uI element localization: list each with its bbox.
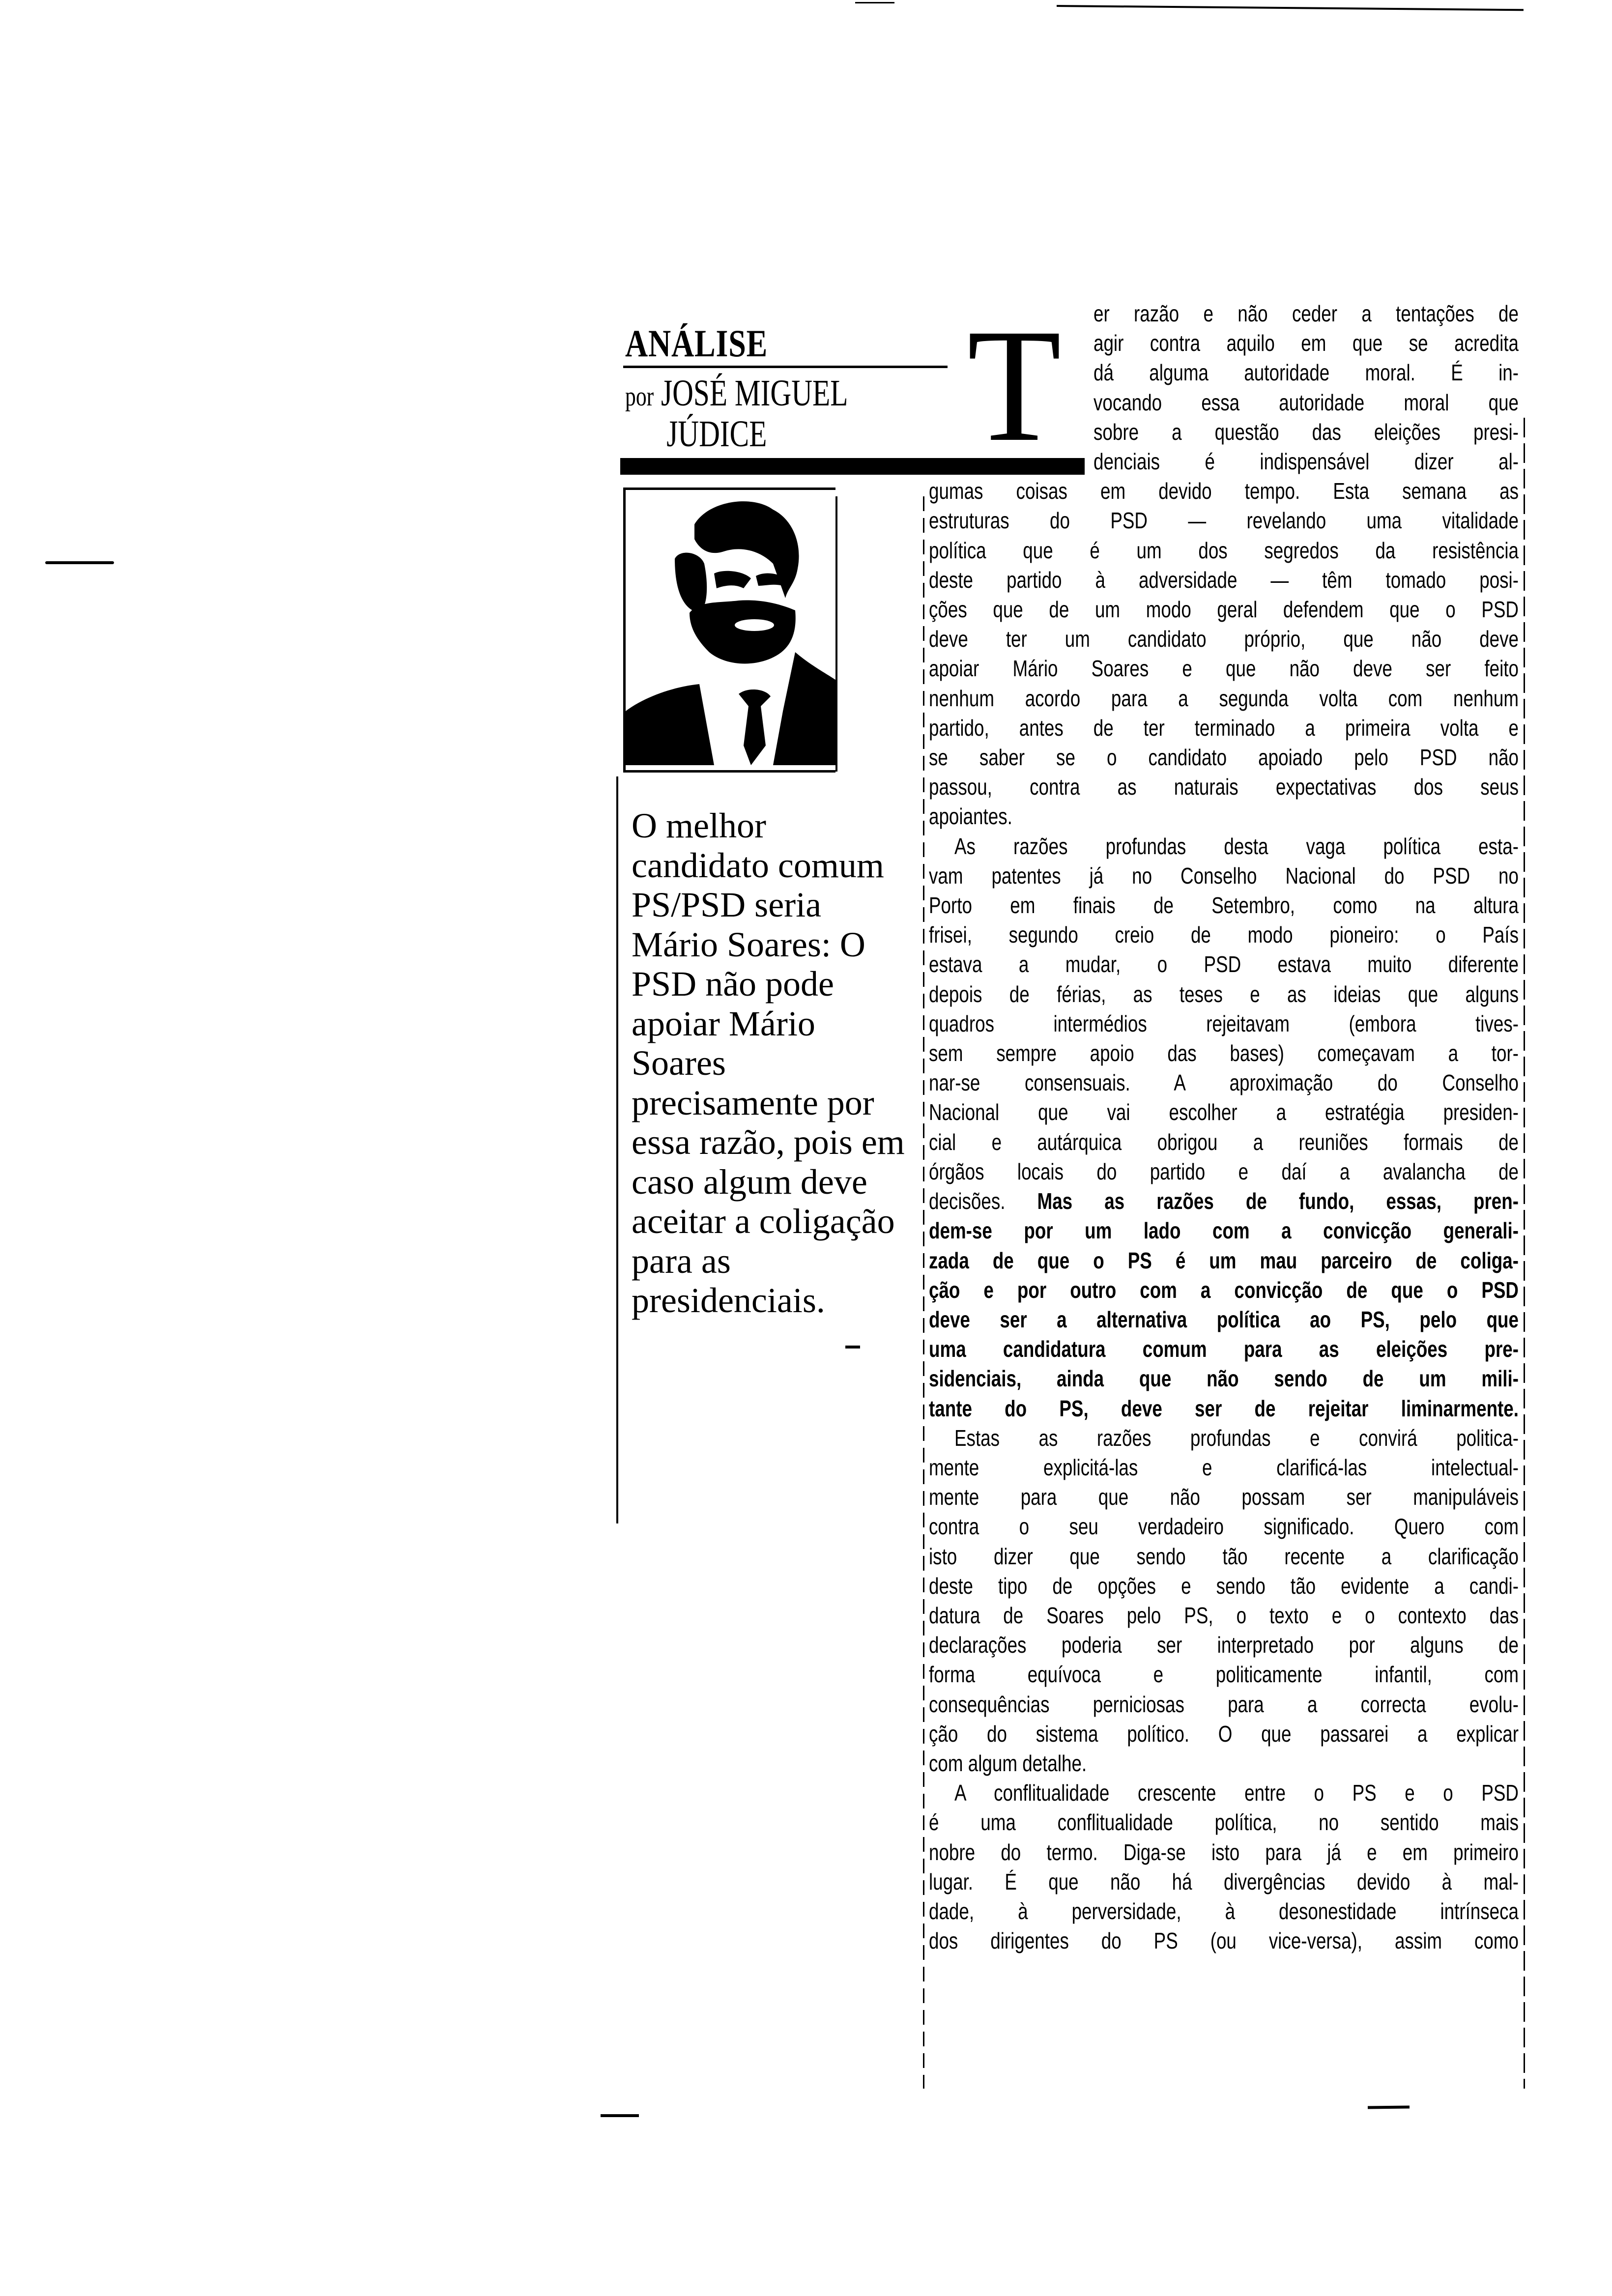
author-name-line1: JOSÉ MIGUEL <box>661 373 848 414</box>
article-line-text: dos dirigentes do PS (ou vice-versa), assim como <box>929 1928 1519 1954</box>
article-line <box>929 476 1519 506</box>
article-line-text: depois de férias, as teses e as ideias que alguns <box>929 981 1519 1007</box>
article-line <box>929 1778 1519 1808</box>
article-line <box>1094 388 1519 417</box>
article-line-text: sidenciais, ainda que não sendo de um mili- <box>929 1366 1519 1392</box>
article-line-text: estava a mudar, o PSD estava muito diferente <box>929 951 1519 977</box>
article-line-text: er razão e não ceder a tentações de <box>1094 301 1519 326</box>
article-line-text: deve ser a alternativa política ao PS, pelo que <box>929 1306 1519 1332</box>
article-line <box>929 949 1519 979</box>
pull-quote-line: apoiar Mário <box>632 1004 815 1043</box>
article-line-text: ção e por outro com a convicção de que o PSD <box>929 1277 1519 1303</box>
pull-quote-line: O melhor <box>632 806 766 845</box>
article-line <box>1094 358 1519 387</box>
scan-artifact-line <box>45 561 114 564</box>
article-line-text: partido, antes de ter terminado a primeira volta e <box>929 715 1519 741</box>
article-line <box>929 1394 1519 1423</box>
pull-quote-line: essa razão, pois em <box>632 1122 905 1162</box>
article-line-text: passou, contra as naturais expectativas dos seus <box>929 774 1519 800</box>
article-line-text: com algum detalhe. <box>929 1750 1087 1776</box>
article-line-text: apoiar Mário Soares e que não deve ser feito <box>929 656 1519 682</box>
article-line <box>929 1009 1519 1038</box>
article-line-text: mente explicitá-las e clarificá-las intelectual- <box>929 1454 1519 1480</box>
article-line <box>929 1127 1519 1157</box>
article-line <box>929 1157 1519 1186</box>
article-line <box>929 890 1519 920</box>
scan-artifact-line <box>855 2 894 3</box>
article-line <box>929 1186 1519 1216</box>
article-line <box>929 1749 1519 1778</box>
pull-quote-line: candidato comum <box>632 845 884 885</box>
article-line-text: vocando essa autoridade moral que <box>1094 389 1519 415</box>
article-line-text: é uma conflitualidade política, no sentido mais <box>929 1809 1519 1836</box>
article-line-text: ções que de um modo geral defendem que o PSD <box>929 597 1519 623</box>
article-line <box>929 1334 1519 1364</box>
article-line <box>929 1038 1519 1068</box>
article-line-text: dá alguma autoridade moral. É in- <box>1094 360 1519 386</box>
article-line-text: A conflitualidade crescente entre o PS e o PSD <box>954 1780 1519 1806</box>
article-line-text: frisei, segundo creio de modo pioneiro: o País <box>929 922 1519 948</box>
article-line-text: nobre do termo. Diga-se isto para já e em primeiro <box>929 1839 1519 1865</box>
author-name-line2: JÚDICE <box>666 413 767 455</box>
article-line-bold-text: Mas as razões de fundo, essas, pren- <box>1037 1188 1519 1214</box>
article-line <box>929 713 1519 743</box>
article-line <box>929 1216 1519 1245</box>
byline <box>625 374 848 453</box>
article-line <box>929 1630 1519 1660</box>
article-line-text <box>929 1186 1519 1216</box>
pull-quote-end-mark <box>845 1346 860 1349</box>
article-line-text: apoiantes. <box>929 804 1012 830</box>
article-line-text: denciais é indispensável dizer al- <box>1094 449 1519 475</box>
article-line-text: deste partido à adversidade — têm tomado posi- <box>929 567 1519 593</box>
article-line <box>929 1896 1519 1926</box>
article-line-text: gumas coisas em devido tempo. Esta semana as <box>929 478 1519 504</box>
scan-artifact-line <box>1057 5 1524 11</box>
article-line-text: decisões. <box>929 1188 1006 1214</box>
article-line <box>929 1482 1519 1512</box>
article-line <box>929 1364 1519 1393</box>
pull-quote-line: caso algum deve <box>632 1162 867 1202</box>
article-line-text: declarações poderia ser interpretado por alguns de <box>929 1632 1519 1658</box>
article-line-text: nenhum acordo para a segunda volta com nenhum <box>929 685 1519 711</box>
article-line-text: sobre a questão das eleições presi- <box>1094 419 1519 445</box>
bottom-rule <box>1368 2106 1410 2109</box>
article-line <box>929 506 1519 535</box>
article-line <box>929 1837 1519 1867</box>
section-underline-rule <box>623 366 948 368</box>
article-line-text: consequências perniciosas para a correcta evolu- <box>929 1691 1519 1717</box>
article-line <box>929 1601 1519 1630</box>
article-line <box>929 1097 1519 1127</box>
article-line-text: forma equívoca e politicamente infantil, com <box>929 1662 1519 1688</box>
article-line-text: se saber se o candidato apoiado pelo PSD não <box>929 745 1519 771</box>
drop-cap: T <box>967 296 1062 475</box>
article-line <box>1094 447 1519 476</box>
article-line <box>929 861 1519 890</box>
portrait-image <box>626 490 835 773</box>
pull-quote-line: PSD não pode <box>632 964 834 1004</box>
article-line <box>929 1453 1519 1482</box>
article-line-text: Nacional que vai escolher a estratégia presiden- <box>929 1099 1519 1125</box>
article-line <box>1094 417 1519 447</box>
article-line-text: tante do PS, deve ser de rejeitar liminarmente. <box>929 1395 1519 1421</box>
article-line-text: estruturas do PSD — revelando uma vitalidade <box>929 508 1519 534</box>
article-line-text: lugar. É que não há divergências devido à mal- <box>929 1868 1519 1894</box>
article-line <box>929 1571 1519 1601</box>
article-line-text: As razões profundas desta vaga política esta- <box>954 833 1519 859</box>
article-line <box>929 536 1519 565</box>
article-line <box>929 1660 1519 1689</box>
bottom-rule <box>601 2114 639 2117</box>
article-line <box>929 1719 1519 1749</box>
article-line <box>929 1542 1519 1571</box>
article-line <box>1094 328 1519 358</box>
pull-quote-line: PS/PSD seria <box>632 885 822 924</box>
article-line <box>929 1867 1519 1896</box>
article-line <box>929 684 1519 713</box>
article-line-text: ção do sistema político. O que passarei a explicar <box>929 1721 1519 1747</box>
photo-frame-rule <box>835 496 837 772</box>
article-line-text: zada de que o PS é um mau parceiro de coliga- <box>929 1247 1519 1273</box>
article-line-text: órgãos locais do partido e daí a avalancha de <box>929 1158 1519 1184</box>
article-line-text: isto dizer que sendo tão recente a clarificação <box>929 1543 1519 1569</box>
pull-quote-line: Mário Soares: O <box>632 924 865 964</box>
article-line <box>1094 299 1519 328</box>
article-line-text: sem sempre apoio das bases) começavam a tor- <box>929 1040 1519 1066</box>
article-line <box>929 1068 1519 1097</box>
article-line-text: agir contra aquilo em que se acredita <box>1094 330 1519 356</box>
article-line-text: deve ter um candidato próprio, que não deve <box>929 626 1519 652</box>
article-line-text: contra o seu verdadeiro significado. Quero com <box>929 1514 1519 1540</box>
article-line-text: nar-se consensuais. A aproximação do Conselho <box>929 1070 1519 1096</box>
article-line <box>929 772 1519 802</box>
article-line <box>929 1246 1519 1275</box>
article-line-text: vam patentes já no Conselho Nacional do PSD no <box>929 862 1519 889</box>
pull-quote-line: precisamente por <box>632 1083 874 1122</box>
article-line-text: dem-se por um lado com a convicção generali- <box>929 1218 1519 1244</box>
article-line <box>929 654 1519 683</box>
pull-quote-line: aceitar a coligação <box>632 1202 895 1241</box>
article-line <box>929 920 1519 949</box>
article-line <box>929 565 1519 595</box>
column-rule <box>616 776 618 1523</box>
article-line-text: deste tipo de opções e sendo tão evidente a candi- <box>929 1573 1519 1599</box>
byline-prefix: por <box>625 381 654 412</box>
article-line <box>929 1690 1519 1719</box>
article-line <box>929 624 1519 654</box>
article-line <box>929 802 1519 831</box>
author-photo <box>623 488 835 773</box>
article-line <box>929 832 1519 861</box>
article-line-text: datura de Soares pelo PS, o texto e o contexto das <box>929 1602 1519 1628</box>
article-line <box>929 979 1519 1009</box>
article-line <box>929 743 1519 772</box>
article-line-text: mente para que não possam ser manipuláveis <box>929 1484 1519 1510</box>
article-line-text: política que é um dos segredos da resistência <box>929 537 1519 563</box>
article-line <box>929 1926 1519 1955</box>
article-line-text: Estas as razões profundas e convirá politica- <box>954 1425 1519 1451</box>
pull-quote-line: para as <box>632 1241 731 1281</box>
article-line-text: uma candidatura comum para as eleições pre- <box>929 1336 1519 1362</box>
article-line-text: Porto em finais de Setembro, como na altura <box>929 892 1519 918</box>
pull-quote-line: Soares <box>632 1043 726 1083</box>
column-rule <box>1524 418 1525 2089</box>
article-line-text: quadros intermédios rejeitavam (embora tives- <box>929 1010 1519 1036</box>
article-line <box>929 1512 1519 1541</box>
article-line-text: cial e autárquica obrigou a reuniões formais de <box>929 1129 1519 1155</box>
column-rule <box>923 496 924 2089</box>
article-line <box>929 1275 1519 1305</box>
article-line <box>929 595 1519 624</box>
article-line <box>929 1808 1519 1837</box>
section-label: ANÁLISE <box>625 322 768 365</box>
pull-quote <box>632 806 946 1320</box>
article-line <box>929 1305 1519 1334</box>
article-body <box>929 296 1519 1955</box>
pull-quote-line: presidenciais. <box>632 1281 825 1320</box>
article-line-text: dade, à perversidade, à desonestidade intrínseca <box>929 1898 1519 1924</box>
article-line <box>929 1423 1519 1453</box>
